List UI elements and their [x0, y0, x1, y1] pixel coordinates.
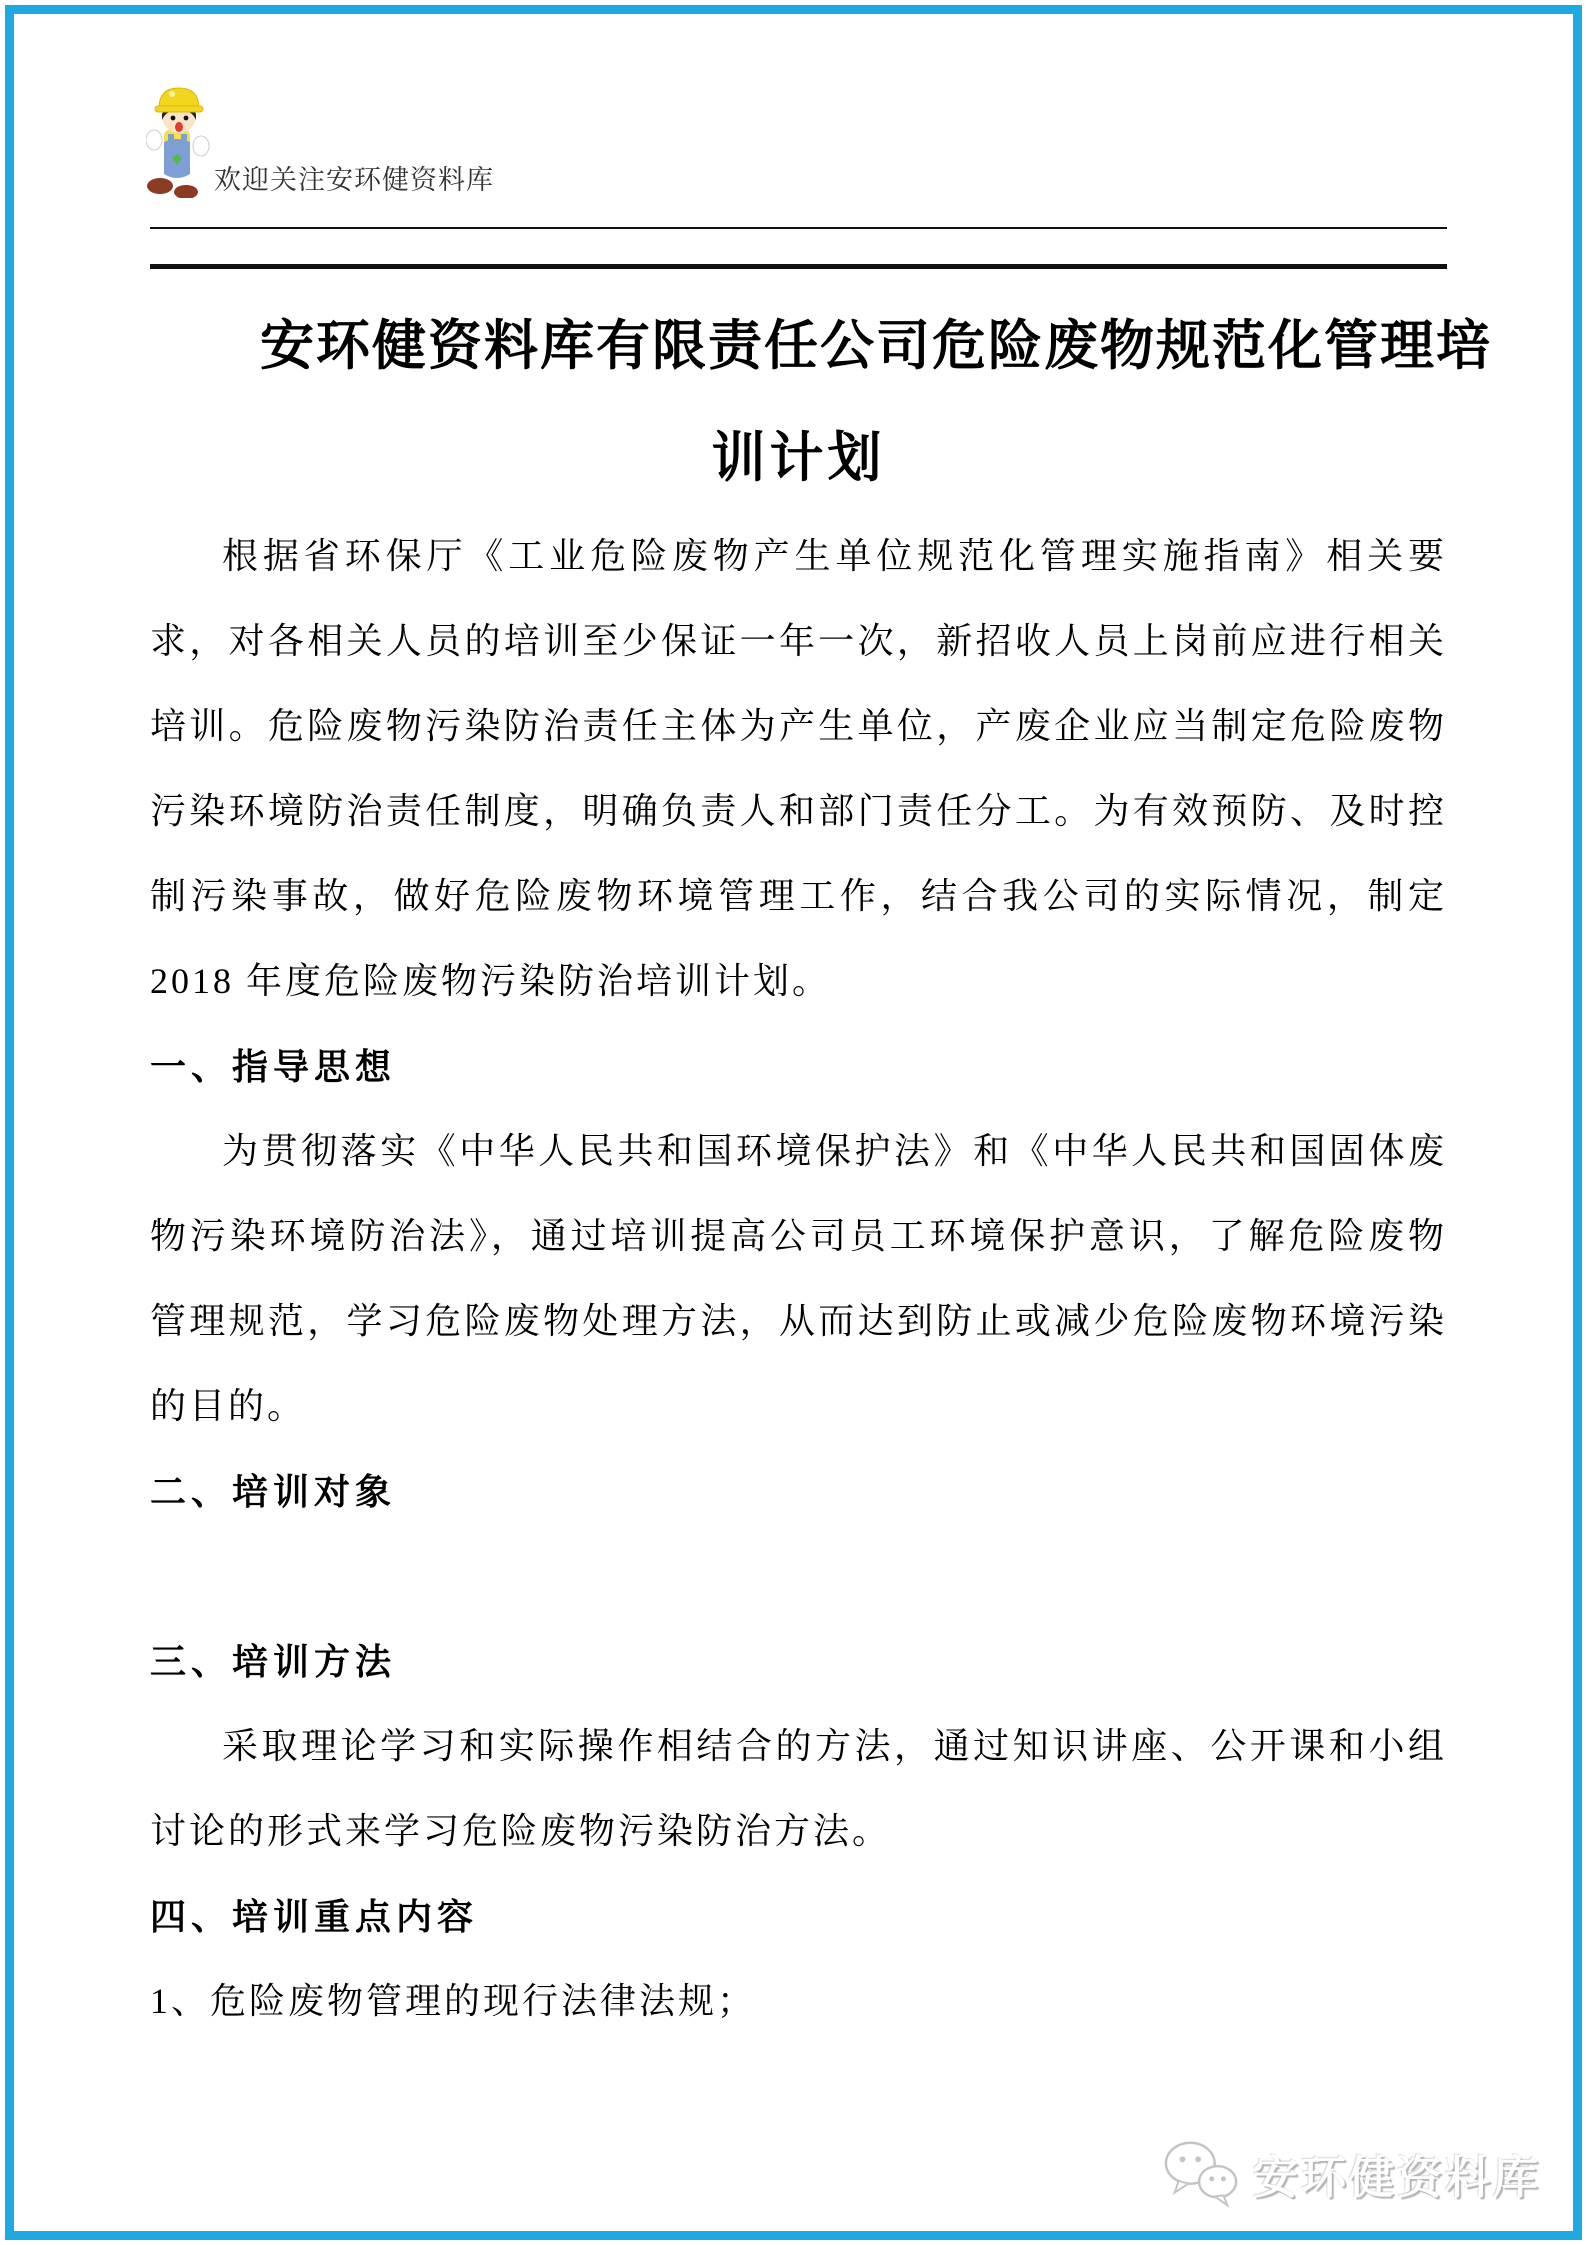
paragraph-methods: 采取理论学习和实际操作相结合的方法，通过知识讲座、公开课和小组讨论的形式来学习危险废物污染防治方法。 [150, 1726, 1447, 1851]
header-rule-thick [150, 264, 1447, 269]
safety-worker-mascot-icon [146, 82, 210, 198]
document-body [150, 514, 1447, 2044]
heading-training-content: 四、培训重点内容 [150, 1896, 479, 1937]
document-title-line2: 训计划 [711, 428, 886, 488]
header-rule-thin [150, 227, 1447, 229]
footer-brand [1163, 2137, 1541, 2209]
header-welcome-text: 欢迎关注安环健资料库 [214, 165, 494, 195]
document-title [150, 290, 1492, 514]
list-item-laws: 1、危险废物管理的现行法律法规； [150, 1981, 757, 2021]
paragraph-ideology: 为贯彻落实《中华人民共和国环境保护法》和《中华人民共和国固体废物污染环境防治法》，通过培训提高公司员工环境保护意识，了解危险废物管理规范，学习危险废物处理方法，从而达到防止或减少危险废物环境污染的目的。 [150, 1131, 1447, 1426]
wechat-icon [1163, 2137, 1241, 2209]
footer-brand-text: 安环健资料库 [1252, 2151, 1541, 2203]
paragraph-intro: 根据省环保厅《工业危险废物产生单位规范化管理实施指南》相关要求，对各相关人员的培训至少保证一年一次，新招收人员上岗前应进行相关培训。危险废物污染防治责任主体为产生单位，产废企业应当制定危险废物污染环境防治责任制度，明确负责人和部门责任分工。为有效预防、及时控制污染事故，做好危险废物环境管理工作，结合我公司的实际情况，制定 2018 年度危险废物污染防治培训计划。 [150, 536, 1447, 1001]
document-title-line1: 安环健资料库有限责任公司危险废物规范化管理培 [260, 316, 1492, 376]
heading-guiding-ideology: 一、指导思想 [150, 1046, 397, 1087]
heading-training-methods: 三、培训方法 [150, 1641, 397, 1682]
heading-training-targets: 二、培训对象 [150, 1471, 397, 1512]
